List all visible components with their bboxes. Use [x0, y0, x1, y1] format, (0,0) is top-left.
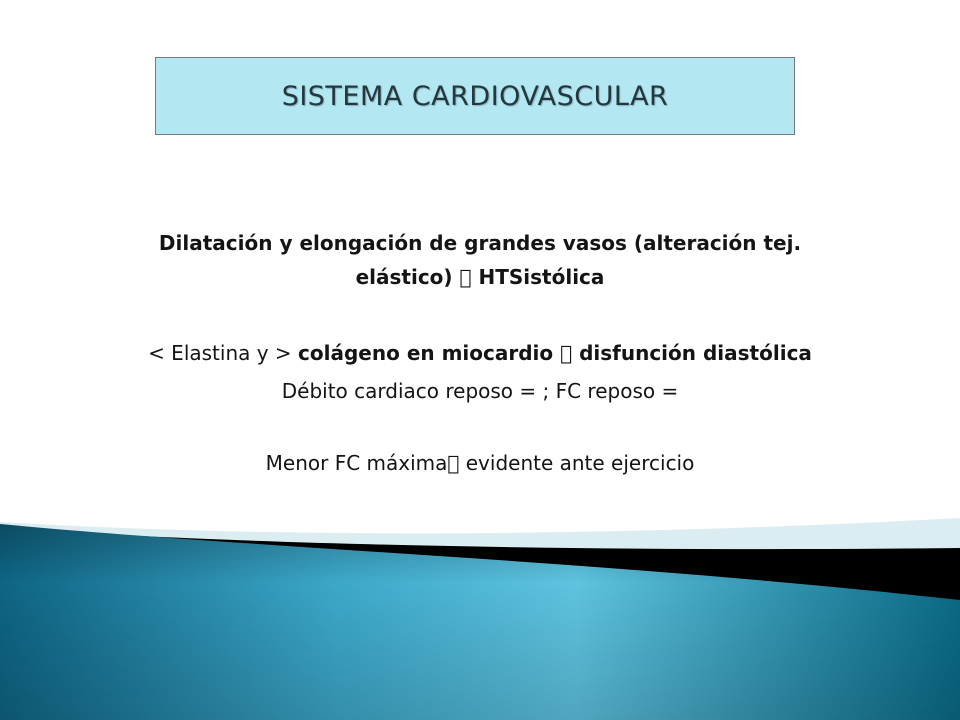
bullet-vessel-dilation [0, 226, 960, 294]
line1-part1: Dilatación y elongación de grandes vasos (alteración tej. [158, 231, 802, 255]
bullet-cardiac-output: Débito cardiaco reposo = ; FC reposo = [281, 379, 679, 403]
slide-title: SISTEMA CARDIOVASCULAR [281, 80, 669, 112]
title-box [155, 57, 795, 135]
bullet-elastin-collagen [0, 336, 960, 370]
line2-part-normal: < Elastina y > [148, 341, 299, 365]
line2-part-bold: colágeno en miocardio disfunción diastólica [307, 341, 803, 365]
line1-part2: elástico) HTSistólica [365, 265, 595, 289]
bullet-max-heart-rate: Menor FC máxima evidente ante ejercicio [271, 451, 689, 475]
